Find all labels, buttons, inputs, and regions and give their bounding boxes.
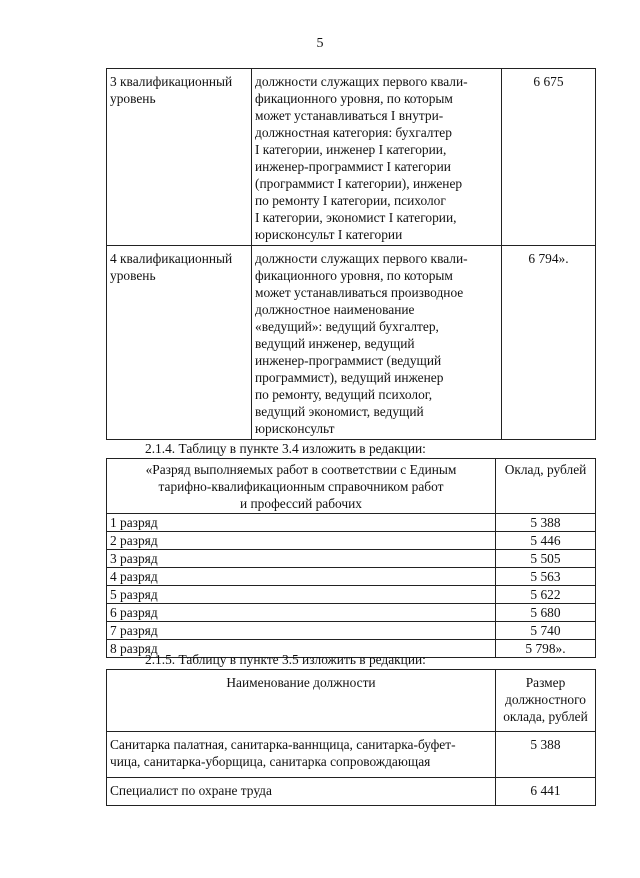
table-header-row [107,670,596,732]
salary-cell: 6 794». [502,246,596,440]
table-row [107,69,596,246]
salary-cell: 5 446 [496,532,596,550]
paragraph-2-1-4: 2.1.4. Таблицу в пункте 3.4 изложить в редакции: [145,441,426,456]
table-row [107,532,596,550]
position-name-cell: Специалист по охране труда [107,778,496,806]
table-row [107,732,596,778]
salary-cell: 5 563 [496,568,596,586]
salary-cell: 6 675 [502,69,596,246]
page-number: 5 [316,36,324,51]
work-grades-table [106,458,596,658]
table-row [107,622,596,640]
grade-cell: 5 разряд [107,586,496,604]
grade-cell: 8 разряд [107,640,496,658]
salary-cell: 5 622 [496,586,596,604]
position-name-cell: Санитарка палатная, санитарка-ваннщица, санитарка-буфет- чица, санитарка-уборщица, санитарка сопровождающая [107,732,496,778]
grade-cell: 6 разряд [107,604,496,622]
grade-cell: 1 разряд [107,514,496,532]
salary-cell: 5 388 [496,732,596,778]
salary-cell: 5 798». [496,640,596,658]
paragraph-2-1-5: 2.1.5. Таблицу в пункте 3.5 изложить в редакции: [145,652,426,667]
table-row [107,604,596,622]
positions-cell: должности служащих первого квали- фикационного уровня, по которым может устанавливаться I внутри- должностная категория: бухгалтер I категории, инженер I категории, инженер-программист I категории (программист I категории), инженер по ремонту I категории, психолог I категории, экономист I категории, юрисконсульт I категории [252,69,502,246]
salary-cell: 5 740 [496,622,596,640]
grade-cell: 2 разряд [107,532,496,550]
qualification-level-cell: 3 квалификационный уровень [107,69,252,246]
grade-cell: 7 разряд [107,622,496,640]
position-salary-table [106,669,596,806]
qualification-levels-table [106,68,596,440]
salary-header-cell: Размер должностного оклада, рублей [496,670,596,732]
table-row [107,778,596,806]
grade-cell: 3 разряд [107,550,496,568]
positions-cell: должности служащих первого квали- фикационного уровня, по которым может устанавливаться производное должностное наименование «ведущий»: ведущий бухгалтер, ведущий инженер, ведущий инженер-программист (ведущий программист), ведущий инженер по ремонту, ведущий психолог, ведущий экономист, ведущий юрисконсульт [252,246,502,440]
table-row [107,514,596,532]
salary-cell: 5 505 [496,550,596,568]
grade-cell: 4 разряд [107,568,496,586]
position-name-header-cell: Наименование должности [107,670,496,732]
table-row [107,586,596,604]
salary-cell: 6 441 [496,778,596,806]
grade-header-cell: «Разряд выполняемых работ в соответствии с Единым тарифно-квалификационным справочником работ и профессий рабочих [107,459,496,514]
salary-cell: 5 388 [496,514,596,532]
table-row [107,568,596,586]
table-header-row [107,459,596,514]
qualification-level-cell: 4 квалификационный уровень [107,246,252,440]
table-row [107,246,596,440]
salary-cell: 5 680 [496,604,596,622]
table-row [107,550,596,568]
salary-header-cell: Оклад, рублей [496,459,596,514]
